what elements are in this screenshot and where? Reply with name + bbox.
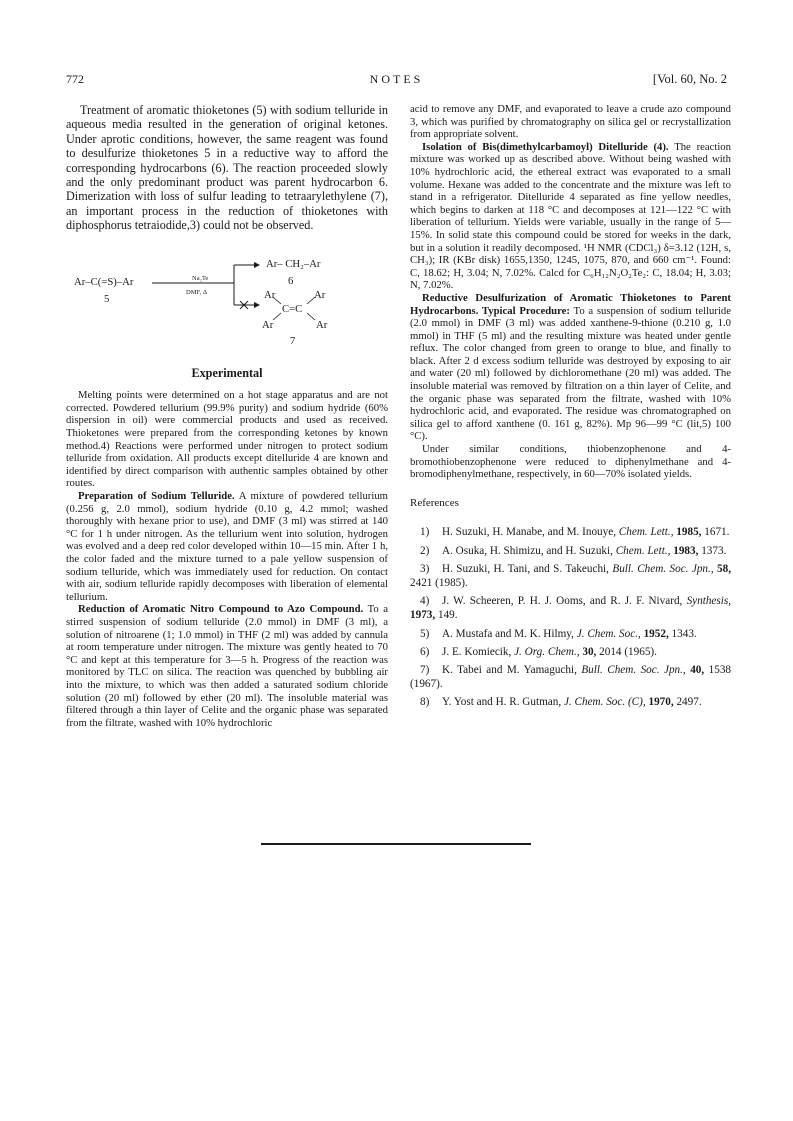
- right-column: [410, 103, 731, 714]
- similar-conditions: Under similar conditions, thiobenzophenone and 4-bromothiobenzophenone were reduced to diphenylmethane and 4-bromodiphenylmethane, respectively, in 60—70% isolated yields.: [410, 443, 731, 481]
- aryl-top-left: Ar: [264, 288, 276, 301]
- aryl-bottom-left: Ar: [262, 318, 274, 331]
- product-7-number: 7: [290, 334, 296, 347]
- nitro-text: To a stirred suspension of sodium telluride (2.0 mmol) in DMF (3 ml), a solution of nitroarene (1; 1.0 mmol) in THF (2 ml) was added by cannula at room temperature under nitrogen. The mixture was gently heated to 70 °C and kept at this temperature for 3—5 h. Progress of the reaction was monitored by TLC on silica. The reaction was quenched by bubbling air into the mixture, to which was then added a saturated sodium chloride solution (20 ml) followed by ether (20 ml). The insoluble material was filtered through a thin layer of Celite and the organic phase was separated from the filtrate, washed with 10% hydrochloric: [66, 603, 389, 729]
- reagent-label: Na₂Te: [192, 274, 209, 282]
- desulfurization-paragraph: [410, 292, 731, 443]
- reference-item: 2) A. Osuka, H. Shimizu, and H. Suzuki, Chem. Lett., 1983, 1373.: [420, 544, 727, 557]
- reference-list: [410, 525, 731, 709]
- volume-info: [Vol. 60, No. 2: [652, 72, 727, 86]
- reference-item: 5) A. Mustafa and M. K. Hilmy, J. Chem. Soc., 1952, 1343.: [420, 627, 697, 640]
- prep-text: A mixture of powdered tellurium (0.256 g, 2.0 mmol), sodium hydride (0.10 g, 4.2 mmol; washed thoroughly with hexane prior to use), and DMF (3 ml) was stirred at 140 °C for 1 h under nitrogen. As the tellurium went into solution, hydrogen was evolved and a deep red color developed within 10—15 min. After 1 h, the color faded and the mixture turned to a pale yellow suspension of sodium telluride, which was immediately used for reduction. On contact with air, sodium telluride rapidly decomposes with liberation of elemental tellurium.: [66, 490, 388, 603]
- desulfurization-title: Reductive Desulfurization of Aromatic Thioketones to Parent Hydrocarbons. Typical Procedure:: [410, 291, 731, 317]
- references-heading: References: [410, 496, 459, 509]
- aryl-bottom-right: Ar: [316, 318, 328, 331]
- general-methods: Melting points were determined on a hot stage apparatus and are not corrected. Powdered tellurium (99.9% purity) and sodium hydride (60% dispersion in oil) were commercial products and used as received. Thioketones were prepared from the corresponding ketones by known method.4) Reactions were performed under nitrogen to protect sodium telluride from oxidation. All products except ditelluride 4 are known and identified by direct comparison with authentic samples obtained by other routes.: [66, 389, 388, 490]
- aryl-top-right: Ar: [314, 288, 326, 301]
- reactant-formula: Ar–C(=S)–Ar: [74, 275, 134, 288]
- intro-paragraph: Treatment of aromatic thioketones (5) with sodium telluride in aqueous media resulted in the generation of original ketones. Under aprotic conditions, however, the same reagent was found to desulfurize thioketones 5 in a reductive way to afford the corresponding hydrocarbons (6). The reaction proceeded slowly and the only predominant product was parent hydrocarbon 6. Dimerization with loss of sulfur leading to tetraarylethylene (7), an important process in the reduction of thioketones with diphosphorus tetraiodide,3) could not be observed.: [66, 103, 388, 233]
- prep-paragraph: [66, 490, 388, 603]
- alkene-core: C=C: [282, 302, 303, 315]
- nitro-paragraph: [66, 603, 388, 729]
- reaction-scheme: [66, 247, 388, 355]
- reference-item: 4) J. W. Scheeren, P. H. J. Ooms, and R. J. F. Nivard, Synthesis, 1973, 149.: [410, 595, 731, 622]
- conditions-label: DMF, Δ: [186, 288, 207, 296]
- isolation-paragraph: [410, 141, 731, 292]
- reference-item: 7) K. Tabei and M. Yamaguchi, Bull. Chem. Soc. Jpn., 40, 1538 (1967).: [410, 664, 731, 691]
- reference-item: 1) H. Suzuki, H. Manabe, and M. Inouye, Chem. Lett., 1985, 1671.: [420, 526, 730, 539]
- page-number: 772: [66, 72, 84, 86]
- reactant-number: 5: [104, 292, 110, 305]
- isolation-title: Isolation of Bis(dimethylcarbamoyl) Ditelluride (4).: [422, 140, 669, 153]
- end-rule: [261, 843, 531, 845]
- experimental-heading: Experimental: [191, 365, 263, 380]
- desulfurization-text: To a suspension of sodium telluride (2.0 mmol) in DMF (3 ml) was added xanthene-9-thione (0.210 g, 1.0 mmol) in THF (5 ml) and the resulting mixture was heated under gentle reflux. The color changed from green to orange to blue, and finally to black. After 2 d excess sodium telluride was destroyed by exposing to air and water (20 ml) followed by dichloromethane (20 ml) was added. The insoluble material was removed by filtration on a thin layer of Celite, and the organic phase was separated from the filtrate, washed with 10% hydrochloric acid, and evaporated. The residue was chromatographed on silica gel to afford xanthene (0. 161 g, 82%). Mp 96—99 °C (lit,5) 100 °C).: [410, 304, 732, 443]
- nitro-title: Reduction of Aromatic Nitro Compound to Azo Compound.: [78, 603, 364, 616]
- product-6-number: 6: [288, 274, 294, 287]
- isolation-text: The reaction mixture was worked up as described above. Without being washed with 10% hydrochloric acid, the ethereal extract was evaporated to a small volume. Hexane was added to the concentrate and the mixture was left to stand in a refrigerator. Ditelluride 4 separated as fine yellow needles, which begins to darken at 118 °C and decomposes at 121—122 °C with liberation of tellurium. Yields were variable, usually in the range of 5—15%. In solid state this compound could be stored for weeks in the dark, but in a solution it readily decomposed. ¹H NMR (CDCl₃) δ=3.12 (12H, s, CH₃); IR (KBr disk) 1655,1350, 1245, 1075, 870, and 660 cm⁻¹. Found: C, 18.62; H, 3.04; N, 7.02%. Calcd for C₆H₁₂N₂O₂Te₂: C, 18.04; H, 3.03; N, 7.02%.: [410, 140, 731, 292]
- reference-item: 8) Y. Yost and H. R. Gutman, J. Chem. Soc. (C), 1970, 2497.: [420, 696, 702, 709]
- running-title: NOTES: [369, 72, 424, 86]
- prep-title: Preparation of Sodium Telluride.: [78, 490, 235, 502]
- reference-item: 3) H. Suzuki, H. Tani, and S. Takeuchi, Bull. Chem. Soc. Jpn., 58, 2421 (1985).: [410, 562, 732, 590]
- reference-item: 6) J. E. Komiecik, J. Org. Chem., 30, 2014 (1965).: [420, 645, 657, 658]
- left-column: [66, 103, 388, 729]
- scheme-lines: [66, 247, 388, 355]
- product-6-formula: Ar– CH₂–Ar: [266, 257, 321, 270]
- nitro-continuation: acid to remove any DMF, and evaporated to leave a crude azo compound 3, which was purified by chromatography on silica gel or recrystallization from appropriate solvent.: [410, 103, 731, 141]
